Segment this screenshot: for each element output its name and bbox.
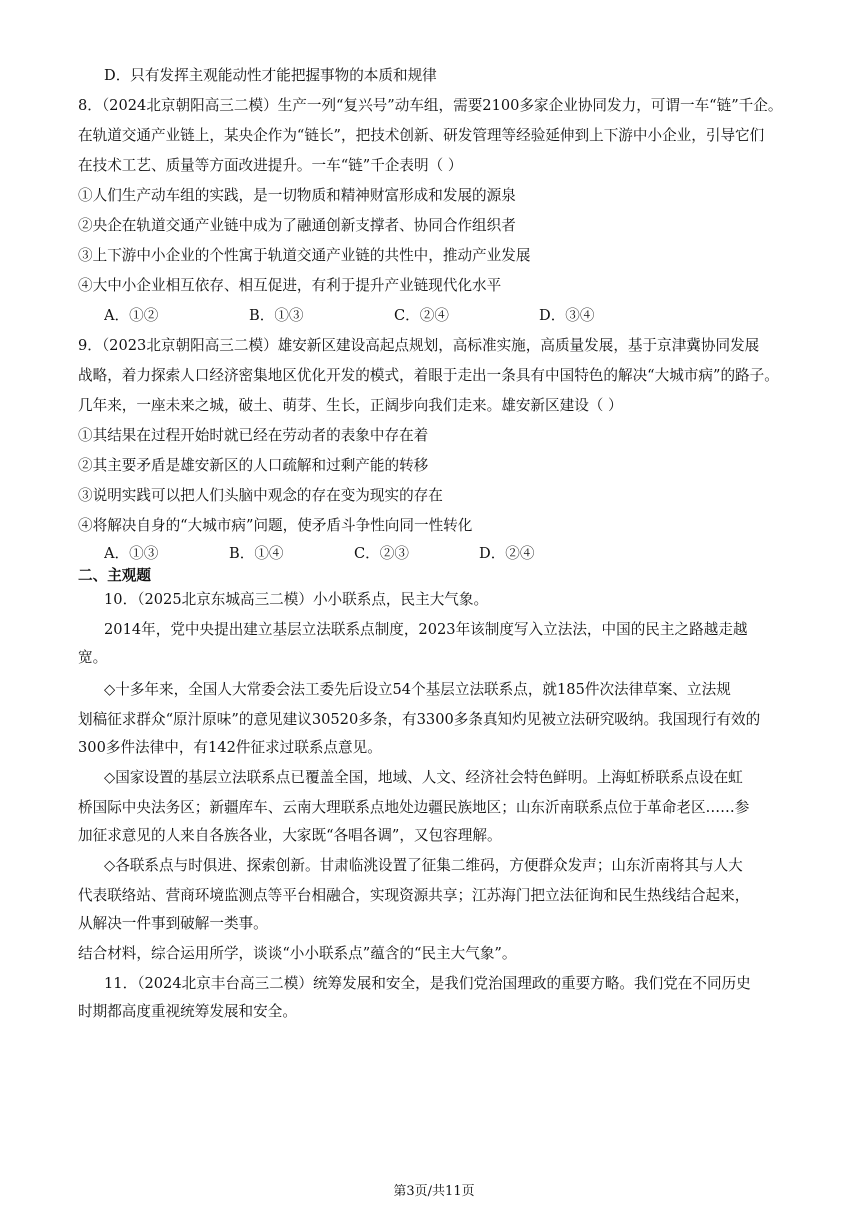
q9-option-c: C．②③ <box>354 545 409 562</box>
q10-line-5: 300多件法律中，有142件征求过联系点意见。 <box>78 739 382 756</box>
q9-stem-line-1: 9．（2023北京朝阳高三二模）雄安新区建设高起点规划，高标准实施，高质量发展，基于京津冀协同发展 <box>78 337 760 354</box>
q9-option-d: D．②④ <box>479 545 535 562</box>
q10-question: 结合材料，综合运用所学，谈谈“小小联系点”蕴含的“民主大气象”。 <box>78 945 517 962</box>
q9-option-b: B．①④ <box>229 545 284 562</box>
q9-stem-line-2: 战略，着力探索人口经济密集地区优化开发的模式，着眼于走出一条具有中国特色的解决“大城市病”的路子。 <box>78 367 779 384</box>
page-number: 第3页/共11页 <box>393 1184 475 1199</box>
q9-stem-line-3: 几年来，一座未来之城，破土、萌芽、生长，正阔步向我们走来。雄安新区建设（ ） <box>78 397 623 414</box>
section-title: 二、主观题 <box>78 567 151 584</box>
q9-statement-3: ③说明实践可以把人们头脑中观念的存在变为现实的存在 <box>78 487 443 504</box>
q9-options <box>104 544 820 564</box>
prev-option-d: D．只有发挥主观能动性才能把握事物的本质和规律 <box>104 67 437 84</box>
q11-line-2: 时期都高度重视统筹发展和安全。 <box>78 1003 297 1020</box>
q8-option-d: D．③④ <box>539 307 595 324</box>
q10-line-4: 划稿征求群众“原汁原味”的意见建议30520多条，有3300多条真知灼见被立法研究吸纳。我国现行有效的 <box>78 711 761 728</box>
q8-option-a: A．①② <box>104 307 159 324</box>
q10-line-10: 代表联络站、营商环境监测点等平台相融合，实现资源共享；江苏海门把立法征询和民生热线结合起来， <box>78 887 750 904</box>
q10-line-9: ◇各联系点与时俱进、探索创新。甘肃临洮设置了征集二维码，方便群众发声；山东沂南将其与人大 <box>104 857 743 874</box>
q9-statement-4: ④将解决自身的“大城市病”问题，使矛盾斗争性向同一性转化 <box>78 517 473 534</box>
q8-option-c: C．②④ <box>394 307 449 324</box>
q9-statement-2: ②其主要矛盾是雄安新区的人口疏解和过剩产能的转移 <box>78 457 429 474</box>
q8-stem-line-1: 8．（2024北京朝阳高三二模）生产一列“复兴号”动车组，需要2100多家企业协同发力，可谓一车“链”千企。 <box>78 97 783 114</box>
q8-statement-2: ②央企在轨道交通产业链中成为了融通创新支撑者、协同合作组织者 <box>78 217 516 234</box>
q8-stem-line-3: 在技术工艺、质量等方面改进提升。一车“链”千企表明（ ） <box>78 157 463 174</box>
q10-title: 10．（2025北京东城高三二模）小小联系点，民主大气象。 <box>104 591 489 608</box>
q10-line-1: 2014年，党中央提出建立基层立法联系点制度，2023年该制度写入立法法，中国的民主之路越走越 <box>104 621 748 638</box>
q9-option-a: A．①③ <box>104 545 159 562</box>
q10-line-6: ◇国家设置的基层立法联系点已覆盖全国，地域、人文、经济社会特色鲜明。上海虹桥联系点设在虹 <box>104 769 743 786</box>
q8-statement-4: ④大中小企业相互依存、相互促进，有利于提升产业链现代化水平 <box>78 277 502 294</box>
q10-line-11: 从解决一件事到破解一类事。 <box>78 915 268 932</box>
q10-line-3: ◇十多年来，全国人大常委会法工委先后设立54个基层立法联系点，就185件次法律草案、立法规 <box>104 681 731 698</box>
q8-statement-1: ①人们生产动车组的实践，是一切物质和精神财富形成和发展的源泉 <box>78 187 516 204</box>
q8-option-b: B．①③ <box>249 307 304 324</box>
q8-options <box>104 306 820 326</box>
q10-line-8: 加征求意见的人来自各族各业，大家既“各唱各调”，又包容理解。 <box>78 827 502 844</box>
q10-line-2: 宽。 <box>78 649 108 666</box>
q10-line-7: 桥国际中央法务区；新疆库车、云南大理联系点地处边疆民族地区；山东沂南联系点位于革命老区……参 <box>78 799 750 816</box>
q9-statement-1: ①其结果在过程开始时就已经在劳动者的表象中存在着 <box>78 427 429 444</box>
q8-statement-3: ③上下游中小企业的个性寓于轨道交通产业链的共性中，推动产业发展 <box>78 247 531 264</box>
q8-stem-line-2: 在轨道交通产业链上，某央企作为“链长”，把技术创新、研发管理等经验延伸到上下游中小企业，引导它们 <box>78 127 765 144</box>
q11-line-1: 11．（2024北京丰台高三二模）统筹发展和安全，是我们党治国理政的重要方略。我们党在不同历史 <box>104 975 751 992</box>
